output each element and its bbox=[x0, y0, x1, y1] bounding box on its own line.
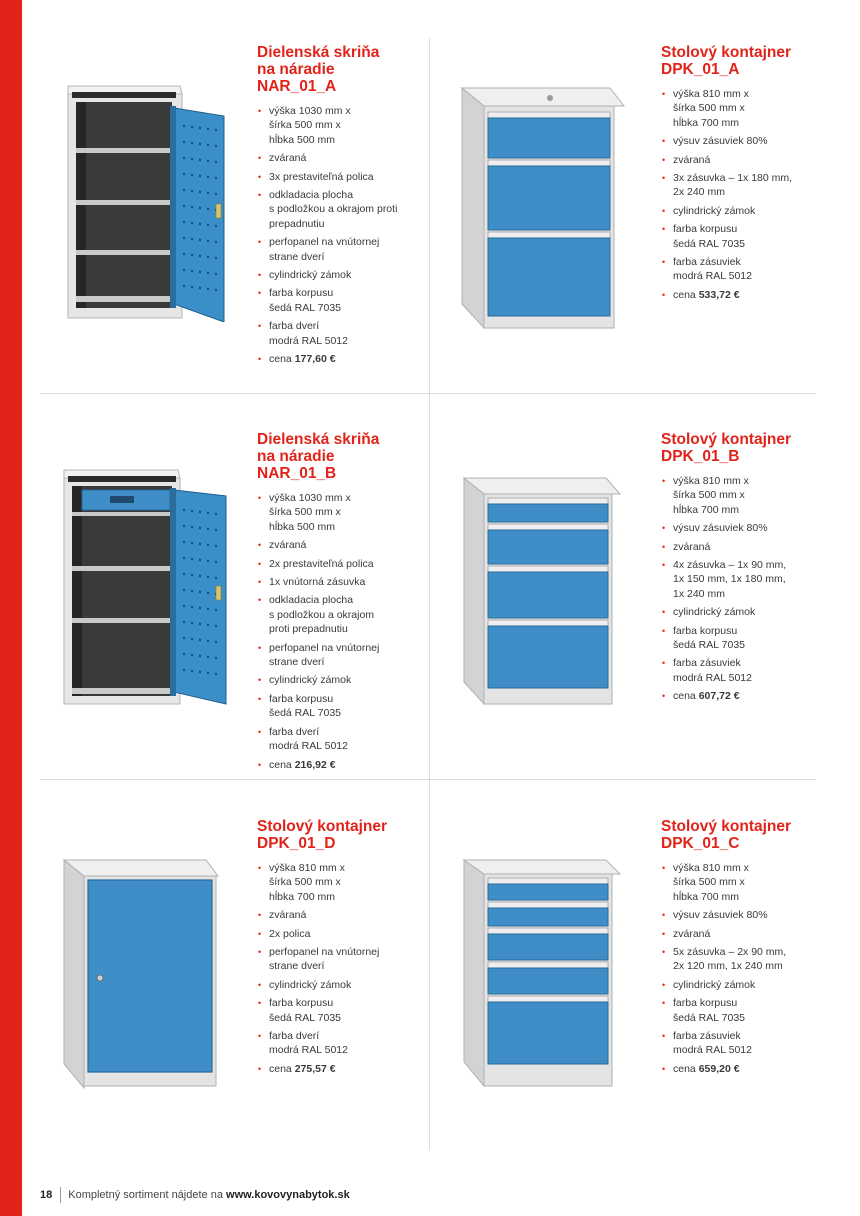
feature-text: šírka 500 mm x bbox=[269, 876, 341, 889]
feature-text: • farba korpusu bbox=[673, 997, 738, 1010]
price-label: cena bbox=[673, 690, 696, 703]
feature-text: šedá RAL 7035 bbox=[269, 301, 341, 314]
feature-text: • 2x polica bbox=[269, 927, 311, 940]
price-value: 275,57 € bbox=[294, 1062, 336, 1075]
feature-text: • 1x vnútorná zásuvka bbox=[269, 576, 366, 589]
feature-item bbox=[661, 474, 831, 517]
feature-item bbox=[257, 104, 427, 147]
feature-item bbox=[257, 557, 427, 571]
price-label: cena bbox=[269, 1062, 292, 1075]
feature-item bbox=[661, 908, 831, 922]
product-title bbox=[661, 44, 831, 78]
feature-list bbox=[257, 491, 427, 772]
price-value: 607,72 € bbox=[698, 690, 740, 703]
feature-item bbox=[257, 268, 427, 282]
feature-text: • výsuv zásuviek 80% bbox=[673, 909, 768, 922]
feature-text: 1x 240 mm bbox=[673, 587, 725, 600]
feature-item bbox=[661, 222, 831, 251]
feature-text: • farba korpusu bbox=[269, 997, 334, 1010]
feature-item bbox=[257, 286, 427, 315]
feature-item bbox=[257, 861, 427, 904]
product-image-nar-01-a bbox=[62, 82, 230, 322]
feature-text: šedá RAL 7035 bbox=[673, 237, 745, 250]
feature-item bbox=[257, 538, 427, 552]
product-title bbox=[257, 431, 427, 482]
product-image-dpk-01-b bbox=[462, 474, 622, 706]
product-title-line: Dielenská skriňa bbox=[257, 44, 380, 61]
feature-item bbox=[661, 134, 831, 148]
feature-text: modrá RAL 5012 bbox=[269, 1044, 348, 1057]
feature-text: • cylindrický zámok bbox=[673, 606, 756, 619]
feature-text: • zváraná bbox=[673, 153, 711, 166]
product-image-dpk-01-c bbox=[462, 856, 622, 1088]
product-title-line: DPK_01_B bbox=[661, 448, 740, 465]
feature-item bbox=[661, 605, 831, 619]
product-title-line: DPK_01_A bbox=[661, 61, 740, 78]
product-title-line: Stolový kontajner bbox=[661, 431, 792, 448]
product-nar-01-b bbox=[257, 431, 427, 776]
feature-text: • výška 810 mm x bbox=[673, 88, 749, 100]
feature-text: • farba zásuviek bbox=[673, 256, 741, 269]
feature-text: modrá RAL 5012 bbox=[673, 1044, 752, 1057]
feature-item bbox=[257, 641, 427, 670]
feature-list bbox=[661, 861, 831, 1076]
feature-item bbox=[257, 996, 427, 1025]
price-value: 659,20 € bbox=[698, 1062, 740, 1075]
product-title bbox=[661, 818, 831, 852]
product-title-line: Stolový kontajner bbox=[661, 818, 792, 835]
feature-item bbox=[661, 540, 831, 554]
feature-text: • 2x prestaviteľná polica bbox=[269, 557, 374, 570]
feature-text: hĺbka 500 mm bbox=[269, 520, 335, 533]
feature-item bbox=[661, 978, 831, 992]
feature-item bbox=[257, 151, 427, 165]
feature-text: • výsuv zásuviek 80% bbox=[673, 135, 768, 148]
feature-text: • cylindrický zámok bbox=[673, 204, 756, 217]
product-title-line: Stolový kontajner bbox=[661, 44, 792, 61]
price-item bbox=[257, 352, 427, 366]
feature-list bbox=[661, 474, 831, 704]
feature-text: • cylindrický zámok bbox=[269, 674, 352, 687]
feature-item bbox=[661, 558, 831, 601]
feature-item bbox=[661, 624, 831, 653]
feature-text: • výška 810 mm x bbox=[673, 862, 749, 874]
feature-text: • perfopanel na vnútornej bbox=[269, 641, 380, 654]
feature-text: • 5x zásuvka – 2x 90 mm, bbox=[673, 946, 787, 959]
feature-text: • zváraná bbox=[673, 540, 711, 553]
price-item bbox=[661, 1062, 831, 1076]
feature-item bbox=[257, 170, 427, 184]
price-value: 533,72 € bbox=[698, 288, 740, 301]
price-item bbox=[661, 689, 831, 703]
feature-text: • výška 810 mm x bbox=[673, 475, 749, 487]
feature-item bbox=[257, 491, 427, 534]
feature-text: šírka 500 mm x bbox=[673, 489, 745, 502]
feature-text: • cylindrický zámok bbox=[269, 269, 352, 282]
feature-item bbox=[661, 521, 831, 535]
product-dpk-01-b bbox=[661, 431, 831, 708]
price-value: 177,60 € bbox=[294, 353, 336, 366]
feature-text: • cylindrický zámok bbox=[673, 978, 756, 991]
feature-item bbox=[257, 575, 427, 589]
footer-separator bbox=[60, 1187, 61, 1203]
feature-text: • farba zásuviek bbox=[673, 1030, 741, 1043]
price-label: cena bbox=[269, 353, 292, 366]
feature-text: strane dverí bbox=[269, 250, 325, 263]
feature-text: 2x 120 mm, 1x 240 mm bbox=[673, 960, 783, 973]
row-divider bbox=[40, 779, 816, 780]
product-dpk-01-a bbox=[661, 44, 831, 306]
feature-text: • farba dverí bbox=[269, 320, 320, 333]
price-item bbox=[661, 288, 831, 302]
feature-item bbox=[257, 692, 427, 721]
product-dpk-01-c bbox=[661, 818, 831, 1080]
feature-item bbox=[661, 945, 831, 974]
feature-item bbox=[257, 927, 427, 941]
feature-text: šírka 500 mm x bbox=[673, 876, 745, 889]
feature-text: • perfopanel na vnútornej bbox=[269, 236, 380, 249]
feature-text: • výška 810 mm x bbox=[269, 862, 345, 874]
feature-text: • zváraná bbox=[269, 539, 307, 552]
product-title-line: DPK_01_D bbox=[257, 835, 336, 852]
price-label: cena bbox=[673, 288, 696, 301]
feature-item bbox=[661, 996, 831, 1025]
footer-url-link[interactable]: www.kovovynabytok.sk bbox=[226, 1189, 350, 1201]
product-title-line: NAR_01_A bbox=[257, 78, 337, 95]
feature-text: • výška 1030 mm x bbox=[269, 105, 351, 117]
product-title-line: na náradie bbox=[257, 448, 335, 465]
feature-item bbox=[257, 725, 427, 754]
feature-item bbox=[661, 1029, 831, 1058]
feature-item bbox=[661, 87, 831, 130]
feature-text: modrá RAL 5012 bbox=[269, 334, 348, 347]
feature-text: • cylindrický zámok bbox=[269, 978, 352, 991]
feature-list bbox=[661, 87, 831, 302]
row-divider bbox=[40, 393, 816, 394]
feature-text: • zváraná bbox=[673, 927, 711, 940]
feature-item bbox=[661, 204, 831, 218]
feature-text: hĺbka 700 mm bbox=[673, 503, 739, 516]
product-title-line: NAR_01_B bbox=[257, 465, 337, 482]
price-item bbox=[257, 1062, 427, 1076]
feature-item bbox=[257, 593, 427, 636]
price-label: cena bbox=[269, 758, 292, 771]
product-image-dpk-01-a bbox=[460, 84, 626, 330]
feature-item bbox=[661, 255, 831, 284]
feature-text: hĺbka 500 mm bbox=[269, 133, 335, 146]
feature-text: modrá RAL 5012 bbox=[673, 270, 752, 283]
feature-item bbox=[661, 861, 831, 904]
feature-item bbox=[257, 908, 427, 922]
product-title bbox=[661, 431, 831, 465]
feature-item bbox=[661, 153, 831, 167]
feature-text: modrá RAL 5012 bbox=[673, 671, 752, 684]
feature-text: • výsuv zásuviek 80% bbox=[673, 522, 768, 535]
feature-text: • farba korpusu bbox=[673, 624, 738, 637]
feature-item bbox=[257, 188, 427, 231]
feature-text: modrá RAL 5012 bbox=[269, 740, 348, 753]
product-title-line: DPK_01_C bbox=[661, 835, 740, 852]
feature-item bbox=[257, 319, 427, 348]
price-item bbox=[257, 758, 427, 772]
feature-text: šírka 500 mm x bbox=[269, 119, 341, 132]
feature-text: • 3x prestaviteľná polica bbox=[269, 170, 374, 183]
product-title-line: Stolový kontajner bbox=[257, 818, 388, 835]
product-image-dpk-01-d bbox=[62, 858, 222, 1090]
feature-text: • farba dverí bbox=[269, 1030, 320, 1043]
feature-text: • výška 1030 mm x bbox=[269, 492, 351, 504]
feature-text: s podložkou a okrajom bbox=[269, 608, 375, 621]
feature-text: hĺbka 700 mm bbox=[673, 890, 739, 903]
feature-text: proti prepadnutiu bbox=[269, 623, 348, 636]
price-label: cena bbox=[673, 1062, 696, 1075]
feature-item bbox=[257, 673, 427, 687]
feature-item bbox=[661, 656, 831, 685]
feature-text: prepadnutiu bbox=[269, 217, 325, 230]
product-nar-01-a bbox=[257, 44, 427, 371]
feature-text: hĺbka 700 mm bbox=[673, 116, 739, 129]
column-divider bbox=[429, 38, 430, 1150]
feature-text: strane dverí bbox=[269, 960, 325, 973]
feature-item bbox=[257, 235, 427, 264]
feature-text: 2x 240 mm bbox=[673, 186, 725, 199]
feature-text: • 3x zásuvka – 1x 180 mm, bbox=[673, 172, 793, 185]
feature-list bbox=[257, 104, 427, 367]
product-image-nar-01-b bbox=[60, 468, 232, 708]
feature-list bbox=[257, 861, 427, 1076]
feature-item bbox=[257, 945, 427, 974]
feature-text: 1x 150 mm, 1x 180 mm, bbox=[673, 573, 786, 586]
feature-text: • odkladacia plocha bbox=[269, 189, 354, 202]
feature-text: • perfopanel na vnútornej bbox=[269, 946, 380, 959]
feature-text: • farba korpusu bbox=[269, 287, 334, 300]
footer-text: Kompletný sortiment nájdete na bbox=[68, 1189, 223, 1201]
feature-item bbox=[661, 927, 831, 941]
feature-text: • zváraná bbox=[269, 152, 307, 165]
feature-item bbox=[257, 978, 427, 992]
feature-text: • odkladacia plocha bbox=[269, 594, 354, 607]
feature-text: • farba korpusu bbox=[269, 692, 334, 705]
feature-text: s podložkou a okrajom proti bbox=[269, 203, 398, 216]
red-sidebar-stripe bbox=[0, 0, 22, 1216]
feature-text: šedá RAL 7035 bbox=[269, 707, 341, 720]
product-dpk-01-d bbox=[257, 818, 427, 1080]
feature-text: • farba zásuviek bbox=[673, 657, 741, 670]
page-number: 18 bbox=[40, 1189, 53, 1201]
feature-item bbox=[661, 171, 831, 200]
product-title bbox=[257, 44, 427, 95]
feature-text: šedá RAL 7035 bbox=[269, 1011, 341, 1024]
feature-text: šedá RAL 7035 bbox=[673, 1011, 745, 1024]
product-title bbox=[257, 818, 427, 852]
product-title-line: na náradie bbox=[257, 61, 335, 78]
feature-text: šírka 500 mm x bbox=[673, 102, 745, 115]
page-footer bbox=[40, 1187, 350, 1203]
product-title-line: Dielenská skriňa bbox=[257, 431, 380, 448]
feature-text: strane dverí bbox=[269, 656, 325, 669]
feature-text: hĺbka 700 mm bbox=[269, 890, 335, 903]
feature-text: šedá RAL 7035 bbox=[673, 639, 745, 652]
feature-text: • zváraná bbox=[269, 909, 307, 922]
feature-text: • farba dverí bbox=[269, 725, 320, 738]
feature-text: šírka 500 mm x bbox=[269, 506, 341, 519]
feature-text: • farba korpusu bbox=[673, 223, 738, 236]
price-value: 216,92 € bbox=[294, 758, 336, 771]
feature-item bbox=[257, 1029, 427, 1058]
feature-text: • 4x zásuvka – 1x 90 mm, bbox=[673, 559, 787, 572]
